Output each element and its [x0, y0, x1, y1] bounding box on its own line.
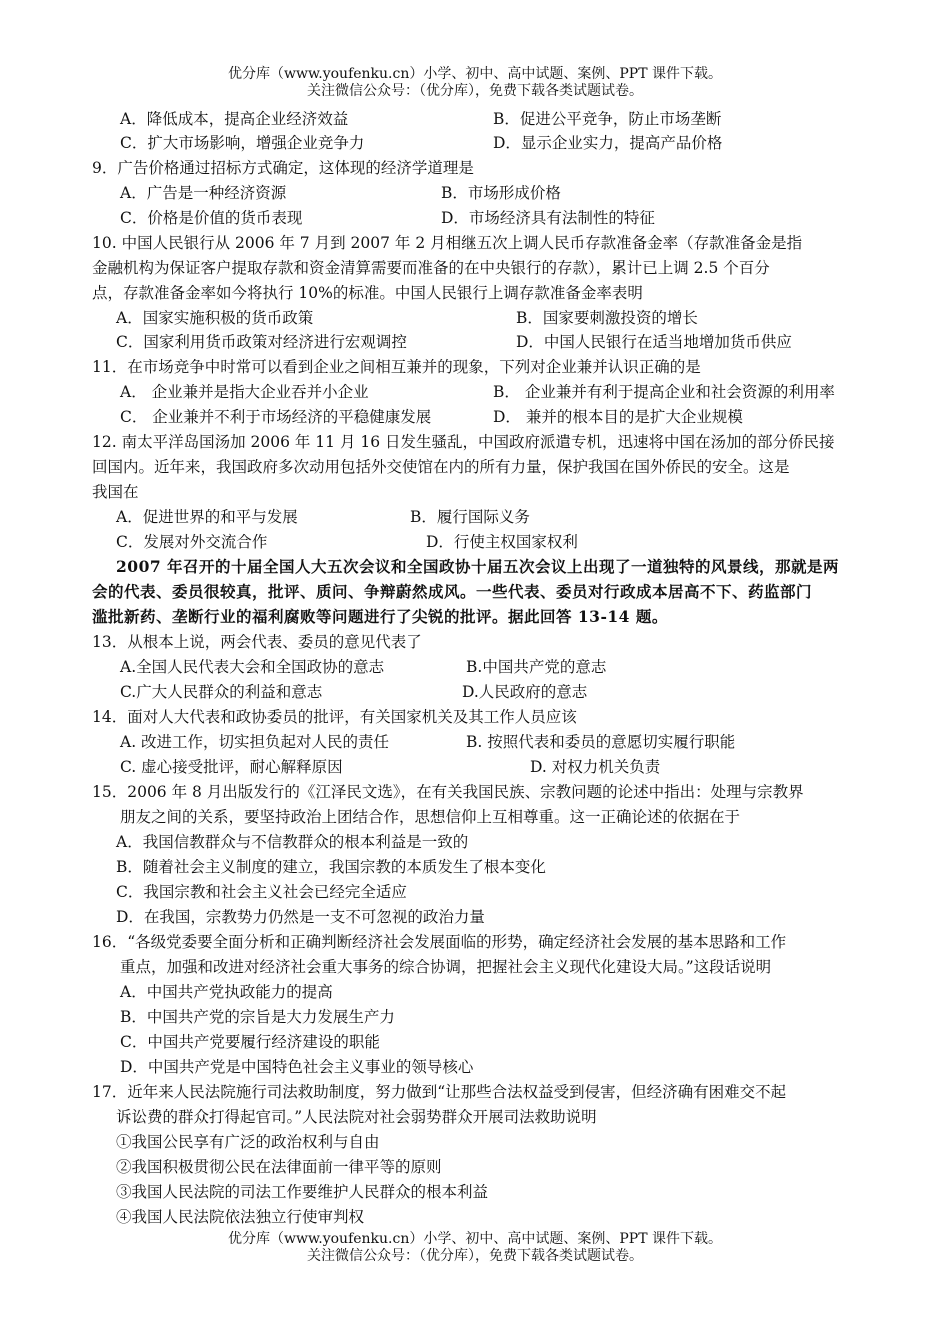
q16-option-d: D．中国共产党是中国特色社会主义事业的领导核心: [120, 1058, 474, 1076]
q17-stem-line-1: 17．近年来人民法院施行司法救助制度，努力做到“让那些合法权益受到侵害，但经济确有困难交不起: [92, 1083, 787, 1101]
header-line-1: 优分库（www.youfenku.cn）小学、初中、高中试题、案例、PPT 课件下载。: [227, 66, 722, 82]
page-header: [0, 66, 950, 100]
q11-option-d: D． 兼并的根本目的是扩大企业规模: [493, 408, 743, 426]
q12-stem-line-1: 12. 南太平洋岛国汤加 2006 年 11 月 16 日发生骚乱，中国政府派遣专机，迅速将中国在汤加的部分侨民接: [92, 433, 835, 451]
footer-line-2: 关注微信公众号：（优分库），免费下载各类试题试卷。: [307, 1248, 643, 1264]
q8-option-b: B．促进公平竞争，防止市场垄断: [493, 110, 722, 128]
q17-item-3: ③我国人民法院的司法工作要维护人民群众的根本利益: [116, 1183, 489, 1201]
passage-line-2: 会的代表、委员很较真，批评、质问、争辩蔚然成风。一些代表、委员对行政成本居高不下、药监部门: [92, 582, 813, 601]
q15-option-b: B．随着社会主义制度的建立，我国宗教的本质发生了根本变化: [116, 858, 546, 876]
q13-option-d: D.人民政府的意志: [462, 683, 588, 701]
q10-option-b: B．国家要刺激投资的增长: [516, 309, 698, 327]
q12-option-a: A．促进世界的和平与发展: [116, 508, 298, 526]
header-line-2: 关注微信公众号：（优分库），免费下载各类试题试卷。: [307, 83, 643, 99]
q13-option-a: A.全国人民代表大会和全国政协的意志: [120, 658, 385, 676]
q16-stem-line-1: 16．“各级党委要全面分析和正确判断经济社会发展面临的形势，确定经济社会发展的基本思路和工作: [92, 933, 787, 951]
q14-option-a: A. 改进工作，切实担负起对人民的责任: [120, 733, 390, 751]
q9-option-b: B．市场形成价格: [441, 184, 561, 202]
q15-option-d: D．在我国，宗教势力仍然是一支不可忽视的政治力量: [116, 908, 485, 926]
passage-line-3: 滥批新药、垄断行业的福利腐败等问题进行了尖锐的批评。据此回答 13-14 题。: [92, 607, 668, 626]
q13-stem: 13．从根本上说，两会代表、委员的意见代表了: [92, 633, 422, 651]
q8-option-c: C．扩大市场影响，增强企业竞争力: [120, 134, 365, 152]
q12-option-b: B．履行国际义务: [410, 508, 530, 526]
q17-item-2: ②我国积极贯彻公民在法律面前一律平等的原则: [116, 1158, 442, 1176]
q11-option-a: A． 企业兼并是指大企业吞并小企业: [120, 383, 369, 401]
q10-option-c: C．国家利用货币政策对经济进行宏观调控: [116, 333, 407, 351]
q15-stem-line-2: 朋友之间的关系，要坚持政治上团结合作，思想信仰上互相尊重。这一正确论述的依据在于: [120, 808, 741, 826]
q15-option-a: A．我国信教群众与不信教群众的根本利益是一致的: [116, 833, 469, 851]
q16-option-a: A．中国共产党执政能力的提高: [120, 983, 333, 1001]
q14-option-c: C. 虚心接受批评，耐心解释原因: [120, 758, 343, 776]
q13-option-b: B.中国共产党的意志: [466, 658, 607, 676]
q11-option-b: B． 企业兼并有利于提高企业和社会资源的利用率: [493, 383, 835, 401]
q10-stem-line-1: 10. 中国人民银行从 2006 年 7 月到 2007 年 2 月相继五次上调人民币存款准备金率（存款准备金是指: [92, 234, 803, 252]
footer-line-1: 优分库（www.youfenku.cn）小学、初中、高中试题、案例、PPT 课件下载。: [227, 1231, 722, 1247]
q17-stem-line-2: 诉讼费的群众打得起官司。”人民法院对社会弱势群众开展司法救助说明: [116, 1108, 597, 1126]
q8-option-d: D．显示企业实力，提高产品价格: [493, 134, 723, 152]
q12-stem-line-2: 回国内。近年来，我国政府多次动用包括外交使馆在内的所有力量，保护我国在国外侨民的安全。这是: [92, 458, 790, 476]
q10-stem-line-2: 金融机构为保证客户提取存款和资金清算需要而准备的在中央银行的存款），累计已上调 2.5 个百分: [92, 259, 770, 277]
q8-option-a: A．降低成本，提高企业经济效益: [120, 110, 349, 128]
q9-option-c: C．价格是价值的货币表现: [120, 209, 303, 227]
q16-option-b: B．中国共产党的宗旨是大力发展生产力: [120, 1008, 395, 1026]
q16-stem-line-2: 重点，加强和改进对经济社会重大事务的综合协调，把握社会主义现代化建设大局。”这段话说明: [120, 958, 772, 976]
q17-item-4: ④我国人民法院依法独立行使审判权: [116, 1208, 365, 1226]
q15-stem-line-1: 15．2006 年 8 月出版发行的《江泽民文选》，在有关我国民族、宗教问题的论述中指出：处理与宗教界: [92, 783, 804, 801]
q10-option-d: D．中国人民银行在适当地增加货币供应: [516, 333, 792, 351]
q15-option-c: C．我国宗教和社会主义社会已经完全适应: [116, 883, 407, 901]
q12-stem-line-3: 我国在: [92, 483, 139, 501]
q14-stem: 14．面对人大代表和政协委员的批评，有关国家机关及其工作人员应该: [92, 708, 577, 726]
q10-stem-line-3: 点，存款准备金率如今将执行 10%的标准。中国人民银行上调存款准备金率表明: [92, 284, 643, 302]
q11-option-c: C． 企业兼并不利于市场经济的平稳健康发展: [120, 408, 432, 426]
q10-option-a: A．国家实施积极的货币政策: [116, 309, 314, 327]
q9-option-a: A．广告是一种经济资源: [120, 184, 287, 202]
q14-option-d: D. 对权力机关负责: [530, 758, 661, 776]
page-footer: [0, 1231, 950, 1265]
q9-stem: 9．广告价格通过招标方式确定，这体现的经济学道理是: [92, 159, 474, 177]
passage-line-1: 2007 年召开的十届全国人大五次会议和全国政协十届五次会议上出现了一道独特的风景线，那就是两: [116, 557, 840, 576]
q11-stem: 11．在市场竞争中时常可以看到企业之间相互兼并的现象，下列对企业兼并认识正确的是: [92, 358, 701, 376]
q12-option-c: C．发展对外交流合作: [116, 533, 268, 551]
q13-option-c: C.广大人民群众的利益和意志: [120, 683, 323, 701]
q17-item-1: ①我国公民享有广泛的政治权利与自由: [116, 1133, 380, 1151]
q12-option-d: D．行使主权国家权利: [426, 533, 578, 551]
q16-option-c: C．中国共产党要履行经济建设的职能: [120, 1033, 380, 1051]
q9-option-d: D．市场经济具有法制性的特征: [441, 209, 655, 227]
q14-option-b: B. 按照代表和委员的意愿切实履行职能: [466, 733, 736, 751]
